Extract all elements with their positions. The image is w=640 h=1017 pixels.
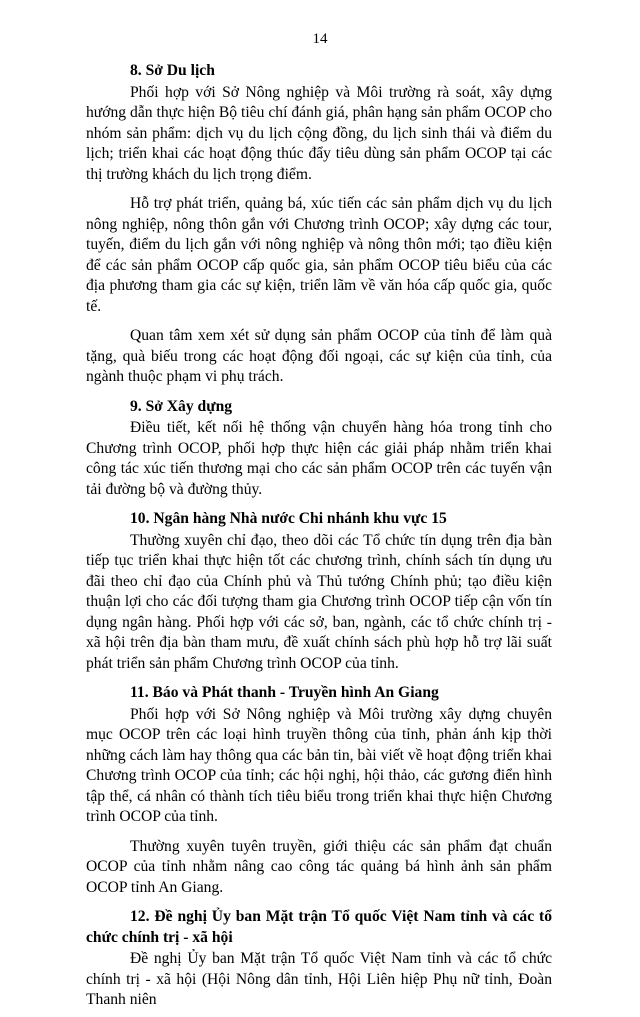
paragraph: Phối hợp với Sở Nông nghiệp và Môi trường xây dựng chuyên mục OCOP trên các loại hình truyền thông của tỉnh, phản ánh kịp thời những cách làm hay thông qua các bản tin, bài viết về hoạt động triển khai Chương trình OCOP của tỉnh; các hội nghị, hội thảo, các gương điển hình tập thể, cá nhân có thành tích tiêu biểu trong triển khai thực hiện Chương trình OCOP của tỉnh. — [86, 705, 552, 825]
paragraph: Thường xuyên tuyên truyền, giới thiệu các sản phẩm đạt chuẩn OCOP của tỉnh nhằm nâng cao công tác quảng bá hình ảnh sản phẩm OCOP tỉnh An Giang. — [86, 837, 552, 896]
paragraph: Quan tâm xem xét sử dụng sản phẩm OCOP của tỉnh để làm quà tặng, quà biếu trong các hoạt động đối ngoại, các sự kiện của tỉnh, của ngành thuộc phạm vi phụ trách. — [86, 327, 552, 385]
paragraph: Điều tiết, kết nối hệ thống vận chuyển hàng hóa trong tỉnh cho Chương trình OCOP, phối hợp thực hiện các giải pháp nhằm triển khai công tác xúc tiến thương mại cho các sản phẩm OCOP trên các tuyến vận tải đường bộ và đường thủy. — [86, 419, 552, 498]
paragraph: Đề nghị Ủy ban Mặt trận Tổ quốc Việt Nam tỉnh và các tổ chức chính trị - xã hội (Hội Nông dân tỉnh, Hội Liên hiệp Phụ nữ tỉnh, Đoàn Thanh niên — [86, 950, 552, 1008]
section-heading: 12. Đề nghị Ủy ban Mặt trận Tổ quốc Việt Nam tỉnh và các tổ chức chính trị - xã hội — [86, 908, 552, 946]
document-body — [86, 61, 552, 1017]
paragraph: Thường xuyên chỉ đạo, theo dõi các Tổ chức tín dụng trên địa bàn tiếp tục triển khai thực hiện tốt các chương trình, chính sách tín dụng ưu đãi theo chỉ đạo của Chính phủ và Thủ tướng Chính phủ; tạo điều kiện thuận lợi cho các đối tượng tham gia Chương trình OCOP tiếp cận vốn tín dụng ngân hàng. Phối hợp với các sở, ban, ngành, các tổ chức chính trị - xã hội trên địa bàn tham mưu, đề xuất chính sách phù hợp hỗ trợ lãi suất phát triển sản phẩm Chương trình OCOP của tỉnh. — [86, 531, 552, 672]
section-construction — [86, 397, 552, 501]
section-heading: 8. Sở Du lịch — [130, 62, 215, 79]
page-number: 14 — [312, 31, 328, 47]
section-heading: 10. Ngân hàng Nhà nước Chi nhánh khu vực 15 — [130, 510, 447, 527]
section-tourism — [86, 61, 552, 388]
section-heading: 9. Sở Xây dựng — [130, 397, 233, 415]
section-state-bank — [86, 509, 552, 674]
paragraph: Phối hợp với Sở Nông nghiệp và Môi trường rà soát, xây dựng hướng dẫn thực hiện Bộ tiêu chí đánh giá, phân hạng sản phẩm OCOP cho nhóm sản phẩm: dịch vụ du lịch cộng đồng, du lịch sinh thái và điểm du lịch; triển khai các hoạt động thúc đẩy tiêu dùng sản phẩm OCOP tại các thị trường khách du lịch trọng điểm. — [86, 83, 552, 183]
section-fatherland-front — [86, 907, 552, 1011]
paragraph: Hỗ trợ phát triển, quảng bá, xúc tiến các sản phẩm dịch vụ du lịch nông nghiệp, nông thôn gắn với Chương trình OCOP; xây dựng các tour, tuyến, điểm du lịch gắn với nông nghiệp và nông thôn mới; tạo điều kiện để các sản phẩm OCOP cấp quốc gia, sản phẩm OCOP tiêu biểu của các địa phương tham gia các sự kiện, triển lãm về văn hóa cấp quốc gia, quốc tế. — [86, 195, 552, 315]
section-press-broadcast — [86, 683, 552, 898]
section-heading: 11. Báo và Phát thanh - Truyền hình An Giang — [130, 684, 439, 701]
